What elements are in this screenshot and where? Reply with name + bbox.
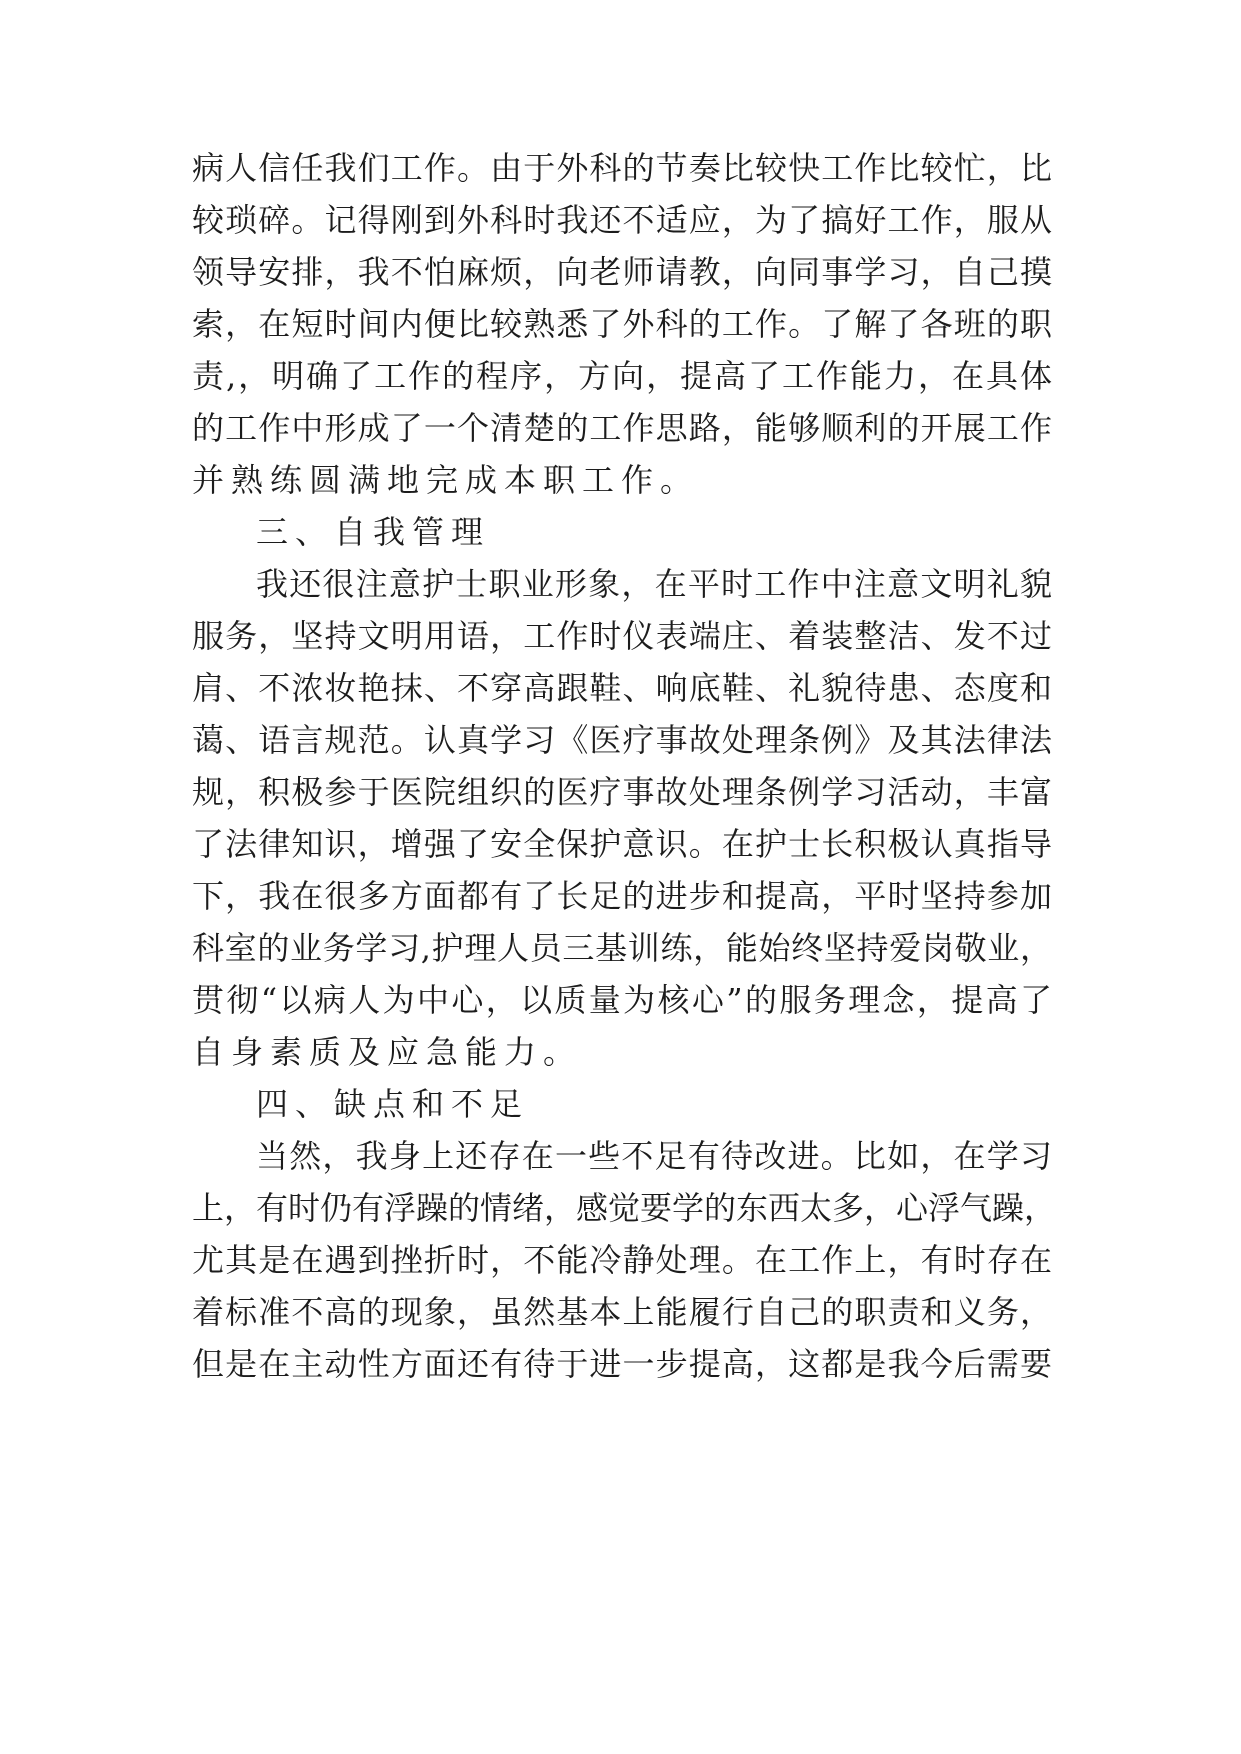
text-line: 科室的业务学习,护理人员三基训练，能始终坚持爱岗敬业， [192,929,1052,967]
text-line: 上，有时仍有浮躁的情绪，感觉要学的东西太多，心浮气躁， [192,1189,1057,1227]
text-line: 规，积极参于医院组织的医疗事故处理条例学习活动，丰富 [192,773,1052,811]
text-line: 肩、不浓妆艳抹、不穿高跟鞋、响底鞋、礼貌待患、态度和 [192,669,1052,707]
text-line: 尤其是在遇到挫折时，不能冷静处理。在工作上，有时存在 [192,1241,1052,1279]
text-line: 了法律知识，增强了安全保护意识。在护士长积极认真指导 [192,825,1052,863]
text-line: 自身素质及应急能力。 [192,1033,583,1071]
section-heading: 四、缺点和不足 [256,1085,530,1123]
section-heading: 三、自我管理 [256,513,491,551]
text-line: 但是在主动性方面还有待于进一步提高，这都是我今后需要 [192,1345,1052,1383]
text-line: 较琐碎。记得刚到外科时我还不适应，为了搞好工作，服从 [192,201,1052,239]
text-line: 领导安排，我不怕麻烦，向老师请教，向同事学习，自己摸 [192,253,1052,291]
text-line: 当然，我身上还存在一些不足有待改进。比如，在学习 [256,1137,1052,1175]
text-line: 病人信任我们工作。由于外科的节奏比较快工作比较忙，比 [192,149,1052,187]
text-line: 蔼、语言规范。认真学习《医疗事故处理条例》及其法律法 [192,721,1052,759]
text-line: 着标准不高的现象，虽然基本上能履行自己的职责和义务， [192,1293,1052,1331]
text-line: 我还很注意护士职业形象，在平时工作中注意文明礼貌 [256,565,1052,603]
text-line: 责,，明确了工作的程序，方向，提高了工作能力，在具体 [192,357,1052,395]
text-line: 下，我在很多方面都有了长足的进步和提高，平时坚持参加 [192,877,1052,915]
text-line: 服务，坚持文明用语，工作时仪表端庄、着装整洁、发不过 [192,617,1052,655]
text-line: 并熟练圆满地完成本职工作。 [192,461,700,499]
text-line: 贯彻“以病人为中心，以质量为核心”的服务理念，提高了 [192,981,1052,1019]
text-line: 的工作中形成了一个清楚的工作思路，能够顺利的开展工作 [192,409,1052,447]
text-line: 索，在短时间内便比较熟悉了外科的工作。了解了各班的职 [192,305,1052,343]
